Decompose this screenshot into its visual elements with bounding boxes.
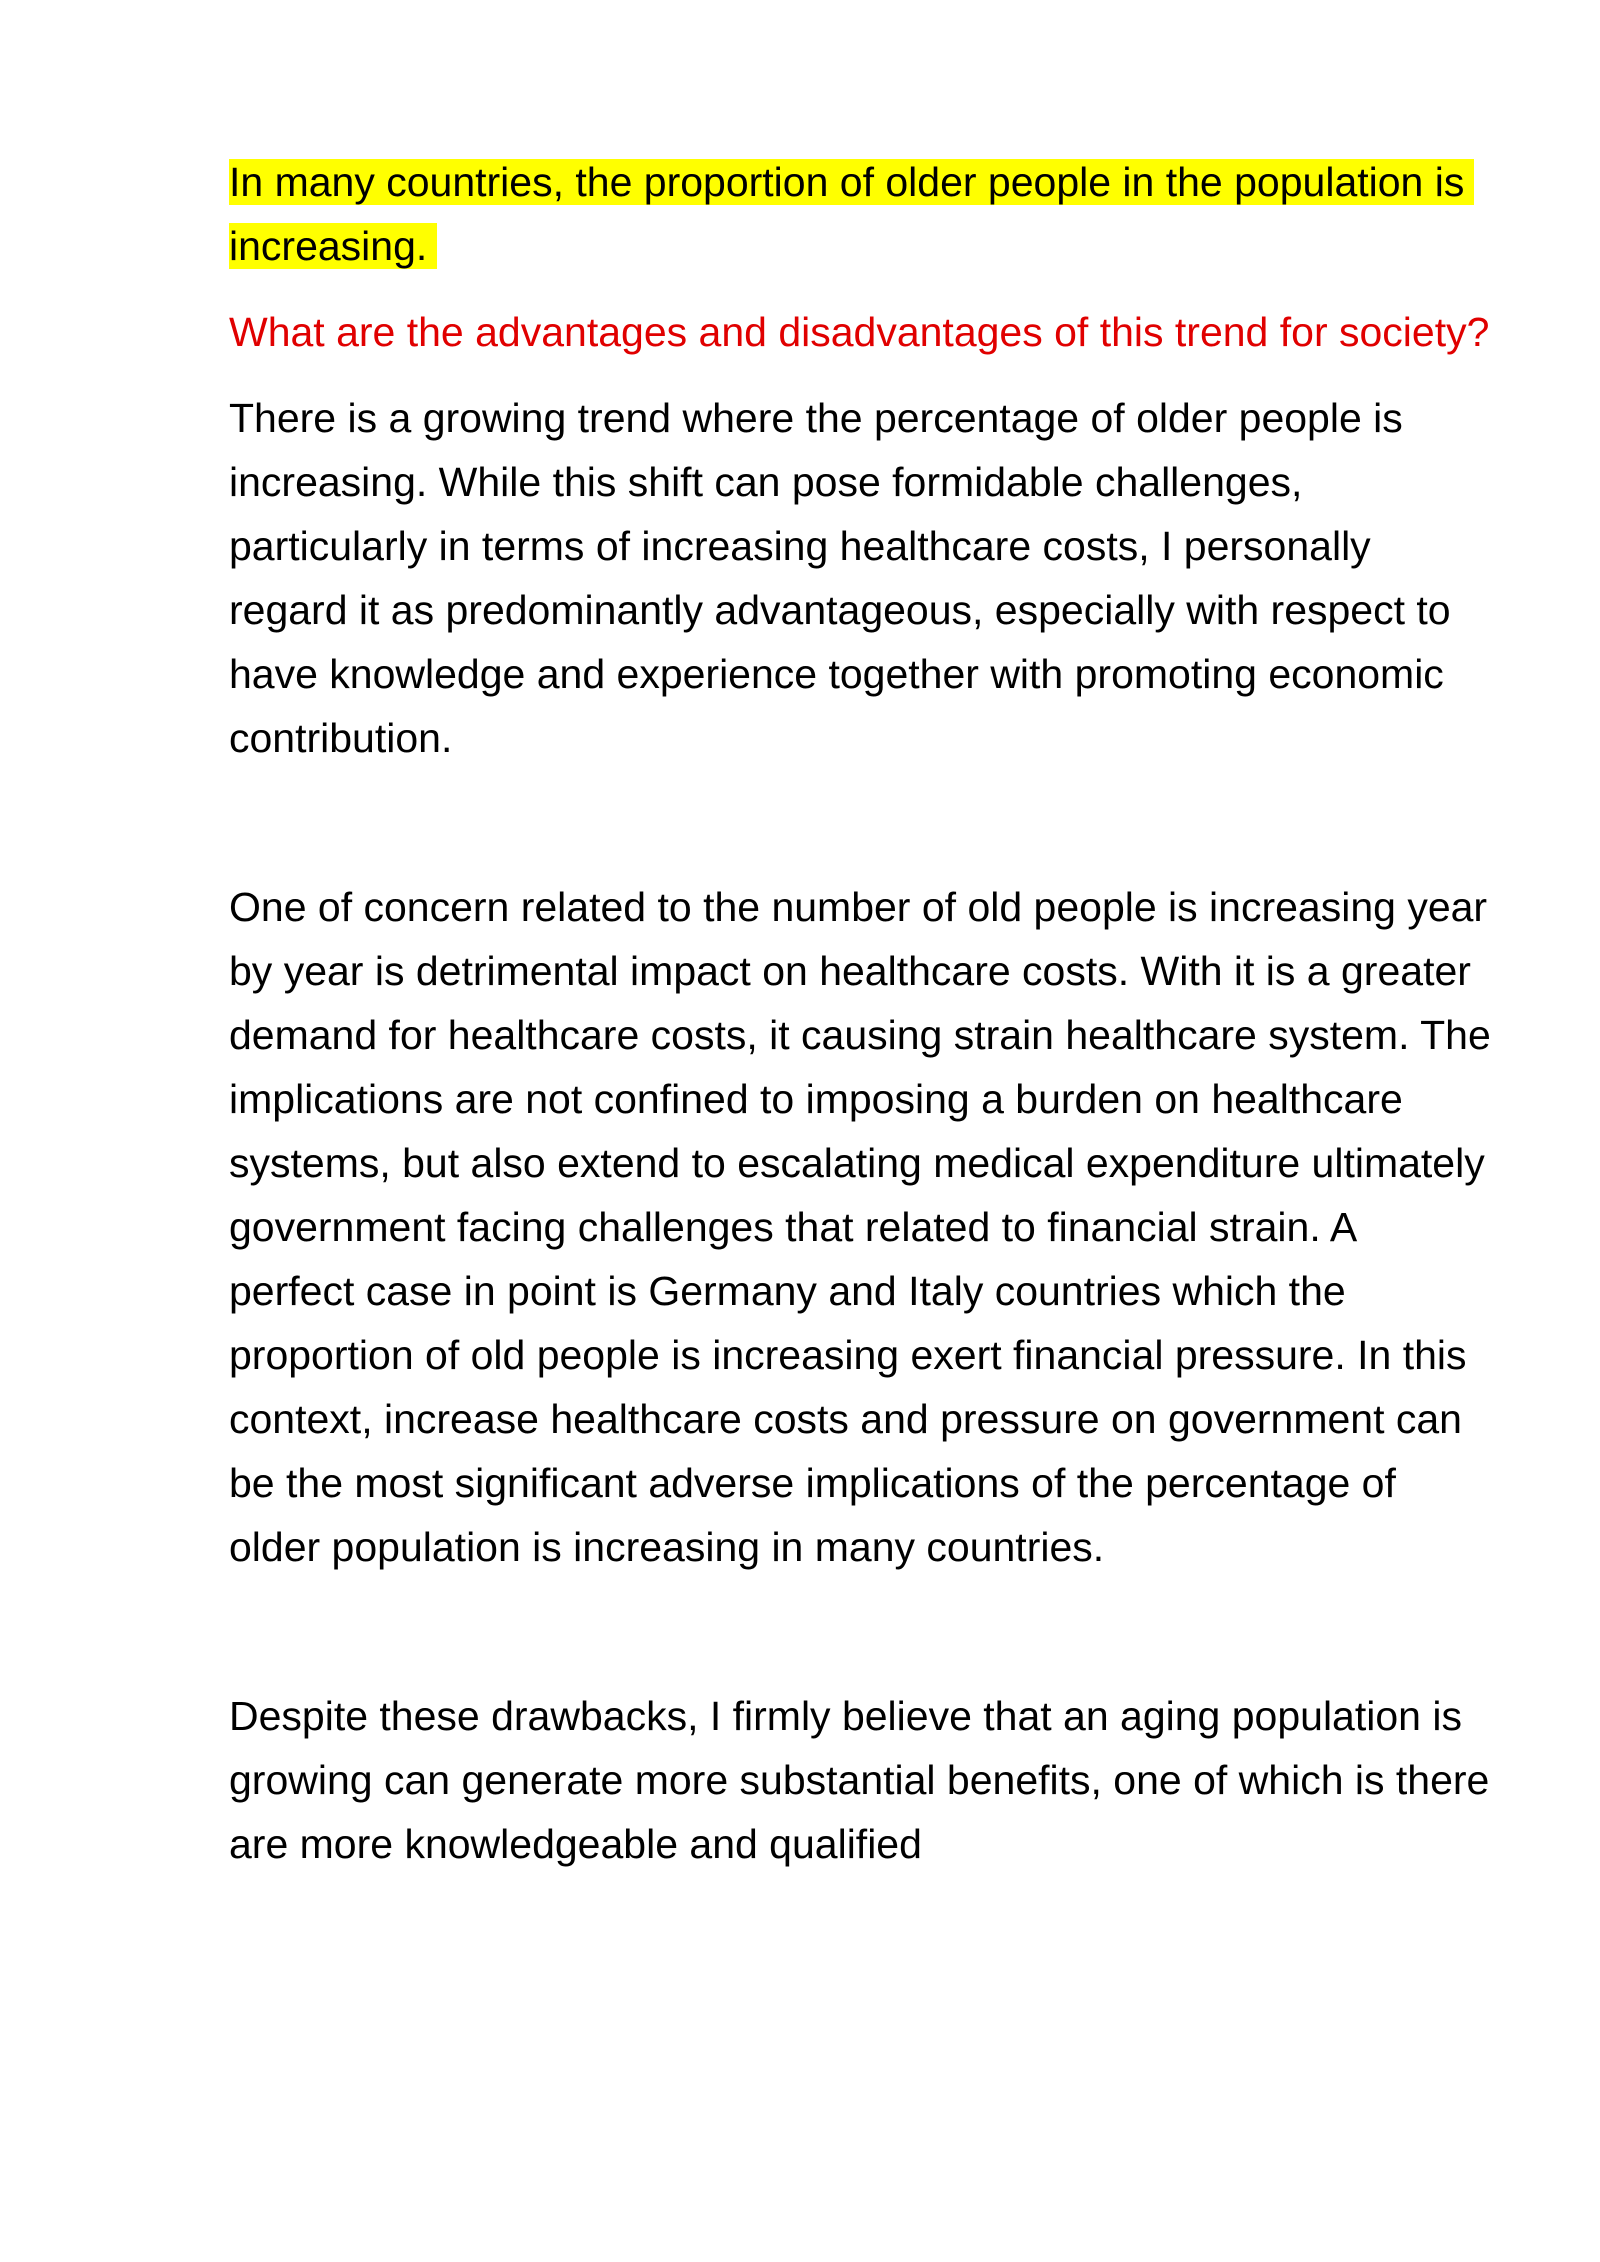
- paragraph-advantages: Despite these drawbacks, I firmly believe that an aging population is growing can generate more substantial benefits, one of which is there are more knowledgeable and qualified: [229, 1693, 1490, 1867]
- highlighted-prompt-text: In many countries, the proportion of older people in the population is increasing.: [229, 159, 1474, 269]
- paragraph-introduction: There is a growing trend where the percentage of older people is increasing. While this shift can pose formidable challenges, particularly in terms of increasing healthcare costs, I personally regard it as predominantly advantageous, especially with respect to have knowledge and experience together with promoting economic contribution.: [229, 395, 1451, 761]
- essay-question: What are the advantages and disadvantages of this trend for society?: [229, 309, 1490, 355]
- document-body: [229, 150, 1491, 1876]
- paragraph-disadvantages: One of concern related to the number of old people is increasing year by year is detrimental impact on healthcare costs. With it is a greater demand for healthcare costs, it causing strain healthcare system. The implications are not confined to imposing a burden on healthcare systems, but also extend to escalating medical expenditure ultimately government facing challenges that related to financial strain. A perfect case in point is Germany and Italy countries which the proportion of old people is increasing exert financial pressure. In this context, increase healthcare costs and pressure on government can be the most significant adverse implications of the percentage of older population is increasing in many countries.: [229, 884, 1491, 1570]
- essay-prompt: [229, 150, 1491, 278]
